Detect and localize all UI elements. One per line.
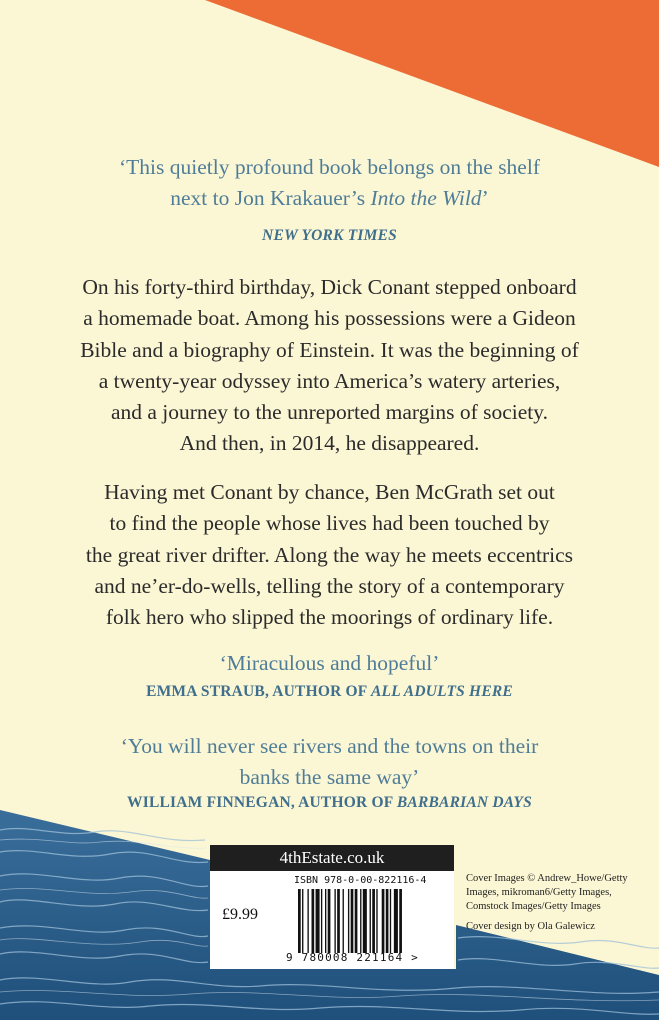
barcode-image: [296, 889, 446, 953]
quote-3-line-1: ‘You will never see rivers and the towns on their: [120, 734, 539, 758]
barcode-bar: [348, 889, 349, 953]
barcode-bar: [343, 889, 344, 953]
barcode-bar: [312, 889, 315, 953]
barcode-bar: [302, 889, 303, 953]
blurb-line: And then, in 2014, he disappeared.: [179, 431, 480, 456]
barcode-bar: [328, 889, 331, 953]
quote-1-book-title: Into the Wild: [370, 186, 482, 210]
quote-3-book-title: BARBARIAN DAYS: [396, 794, 532, 811]
barcode-bar: [382, 889, 385, 953]
barcode-bar: [376, 889, 377, 953]
quote-1-line-2: next to Jon Krakauer’s Into the Wild’: [170, 186, 489, 210]
blurb-line: to find the people whose lives had been touched by: [109, 511, 550, 536]
barcode-bar: [321, 889, 322, 953]
blurb-line: On his forty-third birthday, Dick Conant stepped onboard: [82, 275, 577, 299]
blurb-line: folk hero who slipped the moorings of ordinary life.: [105, 605, 554, 630]
quote-3-attribution: WILLIAM FINNEGAN, AUTHOR OF BARBARIAN DAYS: [127, 794, 532, 811]
barcode-bar: [316, 889, 320, 953]
barcode-bar: [355, 889, 358, 953]
barcode-bar: [351, 889, 354, 953]
blurb-line: Having met Conant by chance, Ben McGrath set out: [104, 480, 555, 504]
cover-credits: [466, 872, 656, 940]
blurb-line: a homemade boat. Among his possessions were a Gideon: [83, 306, 576, 331]
barcode-bar: [399, 889, 402, 953]
review-quote-2: ‘Miraculous and hopeful’: [219, 651, 440, 675]
barcode-box: [210, 845, 454, 969]
barcode-bar: [337, 889, 340, 953]
orange-corner-decoration: [0, 0, 659, 170]
barcode-bar: [363, 889, 367, 953]
barcode-bar: [298, 889, 301, 953]
barcode-bar: [307, 889, 308, 953]
quote-3-line-2: banks the same way’: [239, 765, 420, 789]
review-quote-1: [0, 152, 659, 214]
barcode-bar: [370, 889, 371, 953]
quote-2-book-title: ALL ADULTS HERE: [370, 683, 513, 700]
blurb-paragraph-1: [20, 272, 639, 460]
blurb-line: a twenty-year odyssey into America’s watery arteries,: [98, 368, 561, 393]
price-label: £9.99: [222, 906, 258, 923]
barcode-bar: [394, 889, 398, 953]
blurb-line: and a journey to the unreported margins of society.: [110, 400, 549, 425]
barcode-bar: [372, 889, 375, 953]
barcode-bar: [334, 889, 335, 953]
blurb-line: Bible and a biography of Einstein. It was the beginning of: [80, 337, 579, 362]
publisher-website[interactable]: 4thEstate.co.uk: [210, 845, 454, 871]
design-credit: Cover design by Ola Galewicz: [466, 921, 595, 932]
quote-2-attribution: EMMA STRAUB, AUTHOR OF ALL ADULTS HERE: [146, 683, 513, 700]
quote-1-attribution: NEW YORK TIMES: [262, 227, 397, 244]
blurb-paragraph-2: [20, 477, 639, 633]
barcode-bar: [360, 889, 361, 953]
blurb-line: and ne’er-do-wells, telling the story of a contemporary: [94, 573, 565, 598]
barcode-bar: [390, 889, 391, 953]
isbn-label: ISBN 978-0-00-822116-4: [294, 875, 427, 886]
quote-1-line-1: ‘This quietly profound book belongs on the shelf: [119, 155, 540, 179]
barcode-digits: 9 780008 221164 >: [286, 951, 419, 964]
review-quote-3: [0, 731, 659, 793]
barcode-bar: [325, 889, 326, 953]
barcode-bar: [386, 889, 389, 953]
blurb-line: the great river drifter. Along the way he meets eccentrics: [85, 542, 574, 567]
image-credits: Cover Images © Andrew_Howe/Getty Images, mikroman6/Getty Images, Comstock Images/Getty Images: [466, 873, 628, 912]
